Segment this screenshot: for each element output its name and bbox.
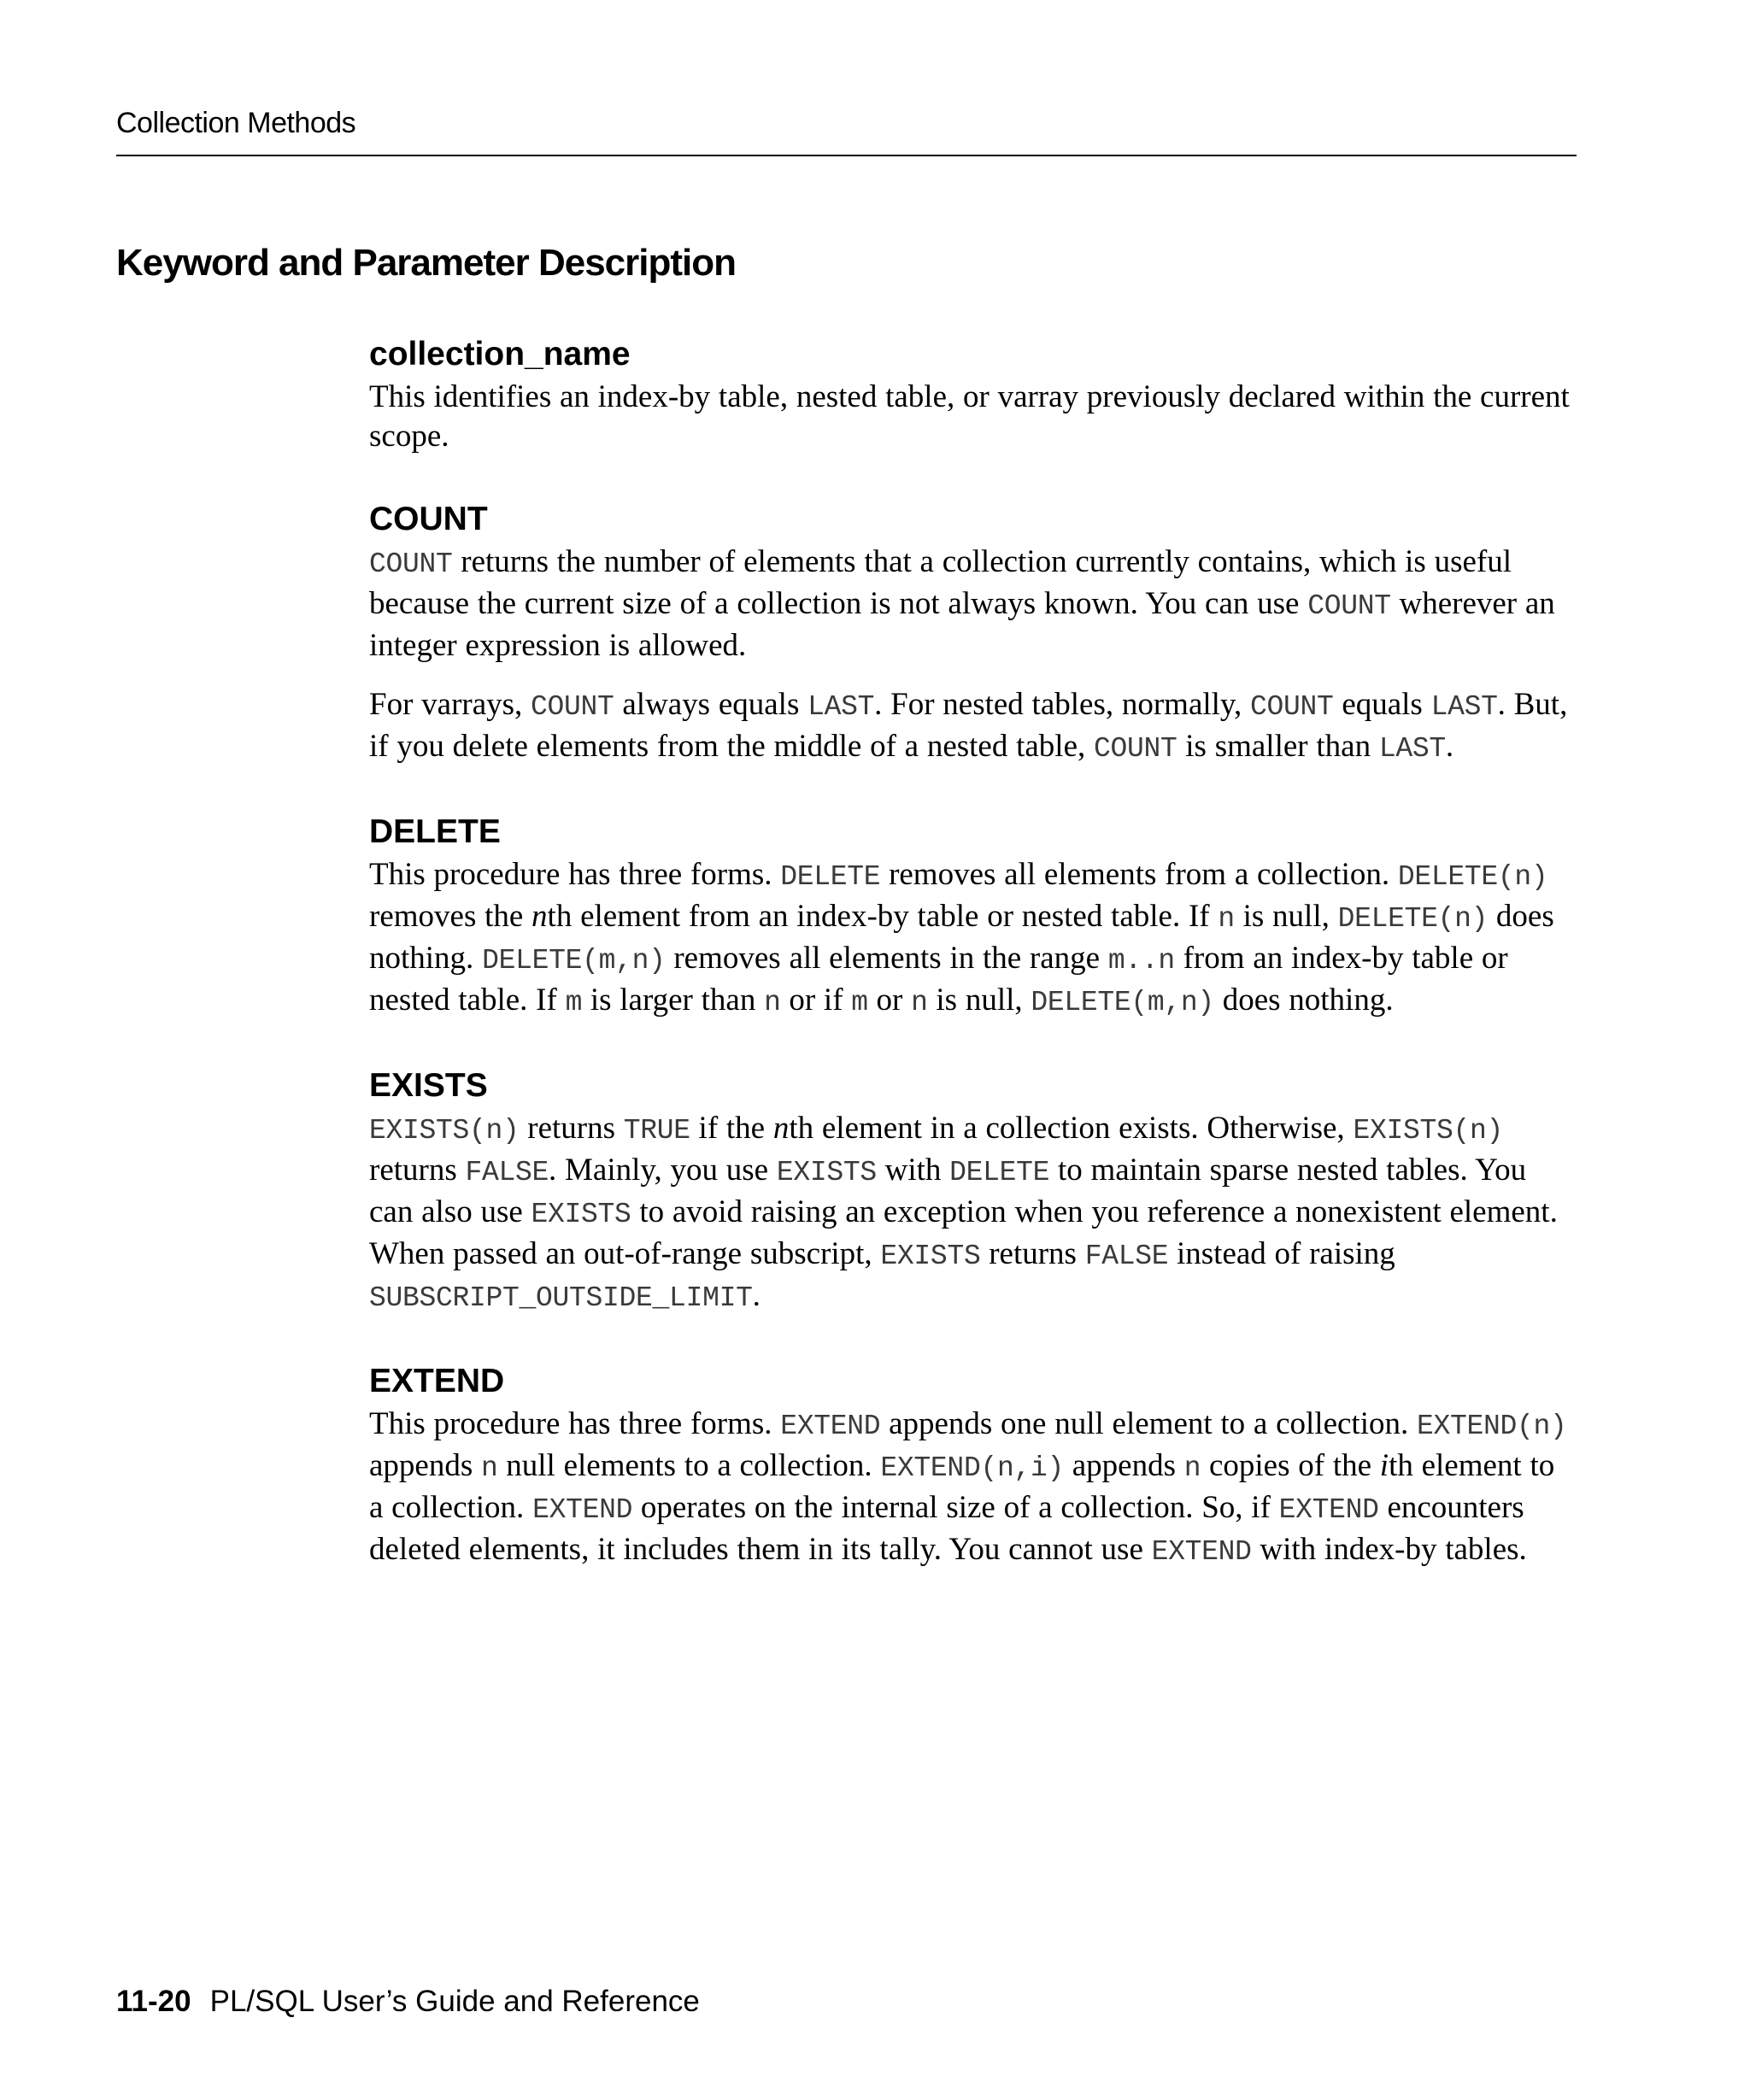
text: th element in a collection exists. Otherwise, xyxy=(789,1111,1354,1146)
text: This identifies an index-by table, nested table, or varray previously declared within the current scope. xyxy=(369,379,1570,454)
code-keyword: EXTEND xyxy=(1151,1536,1252,1568)
page-footer xyxy=(116,1985,700,2019)
text: returns xyxy=(519,1111,624,1146)
term-collection-name: collection_name xyxy=(369,336,631,372)
code-keyword: DELETE xyxy=(780,861,881,893)
text: removes the xyxy=(369,899,532,934)
italic-variable: i xyxy=(1379,1448,1389,1483)
code-keyword: n xyxy=(481,1452,498,1484)
text: does nothing. xyxy=(369,899,1554,976)
code-keyword: COUNT xyxy=(531,691,614,723)
code-keyword: COUNT xyxy=(1094,733,1177,765)
code-keyword: COUNT xyxy=(369,548,453,580)
code-keyword: n xyxy=(1183,1452,1201,1484)
code-keyword: DELETE(n) xyxy=(1397,861,1548,893)
page-number: 11-20 xyxy=(116,1985,191,2018)
entry-extend xyxy=(369,1360,1574,1572)
text: th element from an index-by table or nested table. If xyxy=(547,899,1219,934)
code-keyword: EXISTS(n) xyxy=(369,1115,520,1147)
text: with xyxy=(876,1153,950,1188)
text: removes all elements from a collection. xyxy=(880,857,1398,892)
parameter-list xyxy=(369,333,1574,1614)
text: . Mainly, you use xyxy=(549,1153,777,1188)
section-title: Keyword and Parameter Description xyxy=(116,242,737,284)
code-keyword: FALSE xyxy=(465,1157,549,1188)
text: This procedure has three forms. xyxy=(369,1406,781,1441)
count-varray-note xyxy=(369,685,1574,769)
code-keyword: n xyxy=(911,987,928,1018)
text: appends xyxy=(1063,1448,1184,1483)
text: returns the number of elements that a collection currently contains, which is useful because the current size of a collection is not always known. You can use xyxy=(369,544,1512,621)
entry-collection-name xyxy=(369,333,1574,456)
text: . For nested tables, normally, xyxy=(874,687,1251,722)
text: from an index-by table or nested table. If xyxy=(369,941,1508,1018)
text: returns xyxy=(369,1153,466,1188)
extend-description xyxy=(369,1405,1574,1572)
code-keyword: SUBSCRIPT_OUTSIDE_LIMIT xyxy=(369,1282,753,1314)
code-keyword: EXTEND(n) xyxy=(1416,1411,1567,1442)
text: with index-by tables. xyxy=(1251,1532,1527,1567)
running-header: Collection Methods xyxy=(116,107,356,139)
code-keyword: n xyxy=(764,987,781,1018)
count-description xyxy=(369,543,1574,666)
text: removes all elements in the range xyxy=(665,941,1108,976)
text: null elements to a collection. xyxy=(497,1448,881,1483)
text: or if xyxy=(780,983,852,1018)
text: to avoid raising an exception when you reference a nonexistent element. When passed an out-of-range subscript, xyxy=(369,1194,1558,1271)
text: returns xyxy=(980,1236,1085,1271)
code-keyword: EXISTS xyxy=(531,1199,631,1230)
term-delete: DELETE xyxy=(369,813,501,850)
code-keyword: EXTEND xyxy=(780,1411,881,1442)
text: is null, xyxy=(927,983,1031,1018)
code-keyword: DELETE xyxy=(949,1157,1050,1188)
entry-exists xyxy=(369,1065,1574,1318)
code-keyword: EXTEND xyxy=(532,1494,633,1526)
code-keyword: FALSE xyxy=(1084,1241,1169,1272)
text: . xyxy=(752,1278,760,1313)
code-keyword: n xyxy=(1218,903,1235,935)
text: operates on the internal size of a collection. So, if xyxy=(632,1490,1279,1525)
text: is smaller than xyxy=(1177,729,1379,764)
text: is larger than xyxy=(582,983,765,1018)
italic-variable: n xyxy=(772,1111,790,1146)
italic-variable: n xyxy=(531,899,548,934)
code-keyword: EXISTS xyxy=(880,1241,981,1272)
text: does nothing. xyxy=(1213,983,1394,1018)
code-keyword: EXTEND(n,i) xyxy=(880,1452,1064,1484)
text: always equals xyxy=(614,687,808,722)
text: encounters deleted elements, it includes them in its tally. You cannot use xyxy=(369,1490,1524,1567)
text: For varrays, xyxy=(369,687,531,722)
header-rule xyxy=(116,155,1577,156)
text: appends one null element to a collection. xyxy=(880,1406,1417,1441)
text: to maintain sparse nested tables. You can also use xyxy=(369,1153,1527,1229)
code-keyword: EXISTS xyxy=(776,1157,877,1188)
code-keyword: DELETE(n) xyxy=(1337,903,1489,935)
code-keyword: LAST xyxy=(807,691,875,723)
text: This procedure has three forms. xyxy=(369,857,781,892)
text: instead of raising xyxy=(1168,1236,1395,1271)
text: th element to a collection. xyxy=(369,1448,1555,1525)
code-keyword: DELETE(m,n) xyxy=(482,945,666,977)
delete-description xyxy=(369,855,1574,1023)
text: . But, if you delete elements from the middle of a nested table, xyxy=(369,687,1568,764)
text: copies of the xyxy=(1201,1448,1380,1483)
book-title: PL/SQL User’s Guide and Reference xyxy=(209,1985,700,2018)
code-keyword: EXTEND xyxy=(1278,1494,1379,1526)
text: equals xyxy=(1333,687,1431,722)
text: if the xyxy=(690,1111,773,1146)
code-keyword: COUNT xyxy=(1250,691,1334,723)
text: . xyxy=(1445,729,1454,764)
term-extend: EXTEND xyxy=(369,1363,505,1399)
text: wherever an integer expression is allowed. xyxy=(369,586,1555,663)
text: appends xyxy=(369,1448,481,1483)
code-keyword: TRUE xyxy=(623,1115,690,1147)
code-keyword: COUNT xyxy=(1307,590,1391,622)
text: is null, xyxy=(1234,899,1338,934)
entry-delete xyxy=(369,811,1574,1023)
collection-name-description xyxy=(369,378,1574,456)
code-keyword: LAST xyxy=(1430,691,1498,723)
term-count: COUNT xyxy=(369,501,488,537)
code-keyword: LAST xyxy=(1378,733,1446,765)
exists-description xyxy=(369,1109,1574,1318)
code-keyword: m xyxy=(565,987,583,1018)
code-keyword: EXISTS(n) xyxy=(1353,1115,1503,1147)
term-exists: EXISTS xyxy=(369,1067,488,1104)
code-keyword: m..n xyxy=(1107,945,1175,977)
entry-count xyxy=(369,498,1574,769)
text: or xyxy=(867,983,912,1018)
code-keyword: DELETE(m,n) xyxy=(1031,987,1214,1018)
code-keyword: m xyxy=(851,987,868,1018)
